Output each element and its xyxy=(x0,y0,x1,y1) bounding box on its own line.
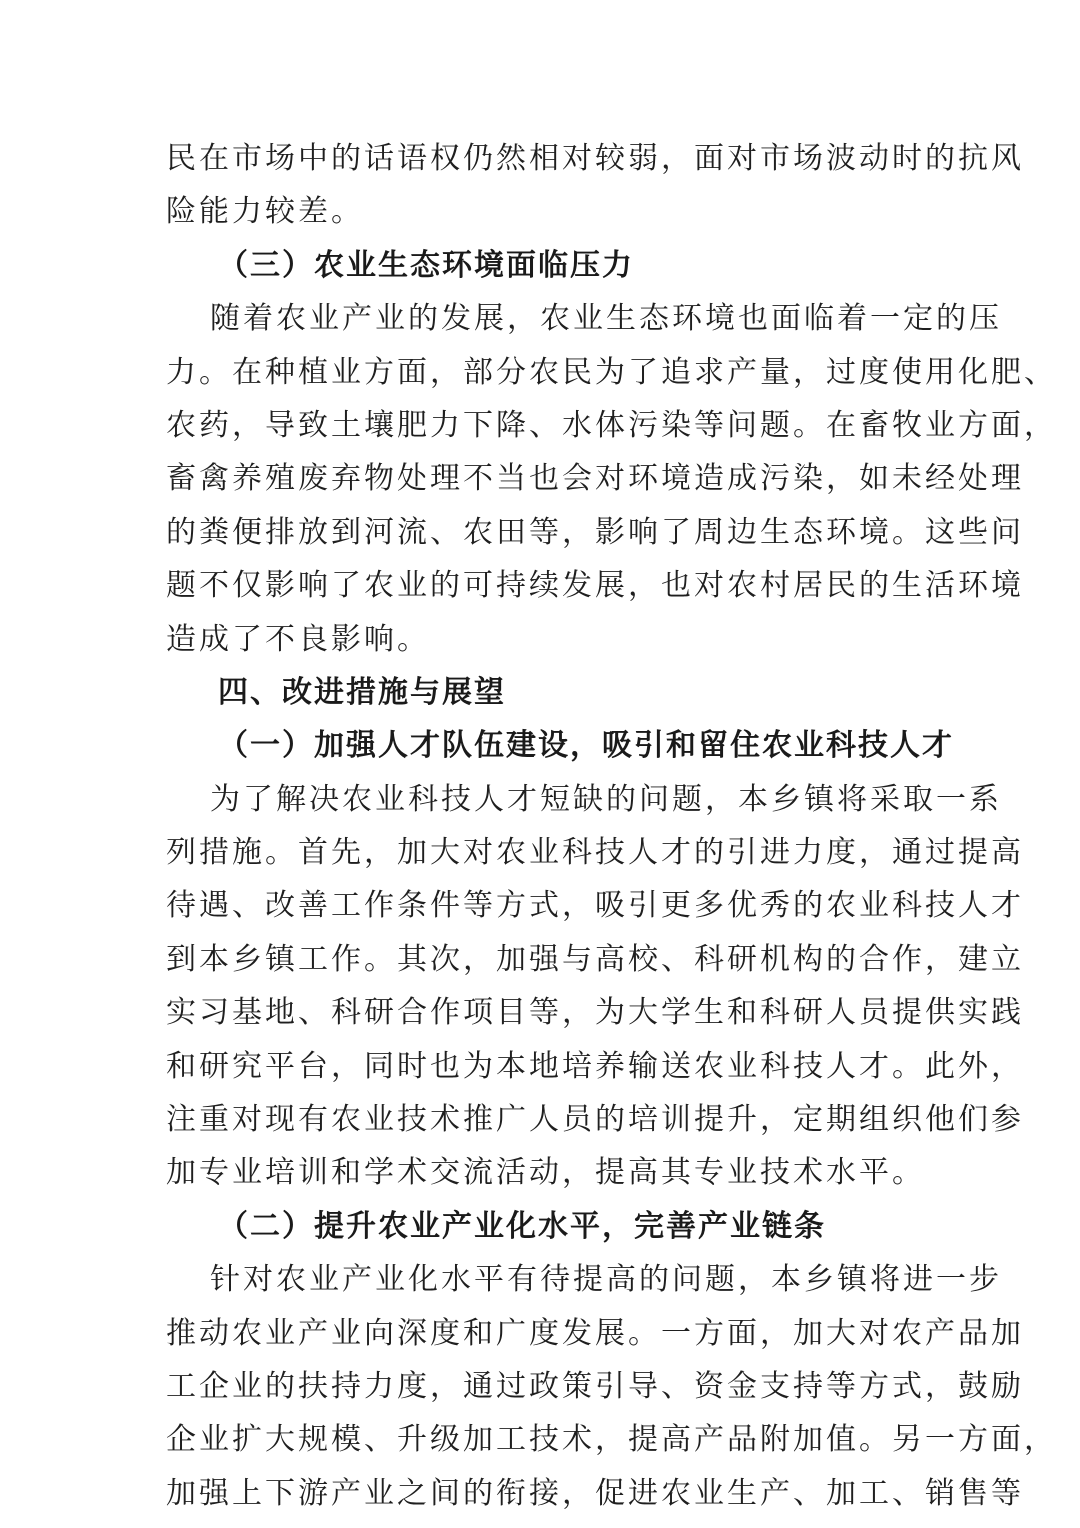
section-heading: 四、改进措施与展望 xyxy=(218,674,506,710)
subsection-heading: （二）提升农业产业化水平，完善产业链条 xyxy=(218,1208,826,1244)
body-line: 为了解决农业科技人才短缺的问题，本乡镇将采取一系 xyxy=(210,781,1002,817)
subsection-heading: （三）农业生态环境面临压力 xyxy=(218,247,634,283)
body-line: 畜禽养殖废弃物处理不当也会对环境造成污染，如未经处理 xyxy=(166,461,1024,497)
body-line: 加强上下游产业之间的衔接，促进农业生产、加工、销售等 xyxy=(166,1475,1024,1511)
body-line: 随着农业产业的发展，农业生态环境也面临着一定的压 xyxy=(210,301,1002,337)
body-line: 实习基地、科研合作项目等，为大学生和科研人员提供实践 xyxy=(166,995,1024,1031)
body-line: 企业扩大规模、升级加工技术，提高产品附加值。另一方面， xyxy=(166,1422,1057,1458)
body-line: 题不仅影响了农业的可持续发展，也对农村居民的生活环境 xyxy=(166,568,1024,604)
body-line: 列措施。首先，加大对农业科技人才的引进力度，通过提高 xyxy=(166,835,1024,871)
body-line: 和研究平台，同时也为本地培养输送农业科技人才。此外， xyxy=(166,1048,1024,1084)
body-line: 推动农业产业向深度和广度发展。一方面，加大对农产品加 xyxy=(166,1315,1024,1351)
body-line: 民在市场中的话语权仍然相对较弱，面对市场波动时的抗风 xyxy=(166,141,1024,176)
subsection-heading: （一）加强人才队伍建设，吸引和留住农业科技人才 xyxy=(218,728,954,764)
body-line: 注重对现有农业技术推广人员的培训提升，定期组织他们参 xyxy=(166,1102,1024,1138)
document-body xyxy=(166,132,1057,1520)
body-line: 到本乡镇工作。其次，加强与高校、科研机构的合作，建立 xyxy=(166,941,1024,977)
body-line: 工企业的扶持力度，通过政策引导、资金支持等方式，鼓励 xyxy=(166,1368,1024,1404)
body-line: 力。在种植业方面，部分农民为了追求产量，过度使用化肥、 xyxy=(166,354,1057,390)
body-line: 农药，导致土壤肥力下降、水体污染等问题。在畜牧业方面， xyxy=(166,407,1057,443)
body-line: 的粪便排放到河流、农田等，影响了周边生态环境。这些问 xyxy=(166,514,1024,550)
body-line: 待遇、改善工作条件等方式，吸引更多优秀的农业科技人才 xyxy=(166,888,1024,924)
body-line: 险能力较差。 xyxy=(166,194,364,230)
body-line: 加专业培训和学术交流活动，提高其专业技术水平。 xyxy=(166,1155,925,1191)
body-line: 针对农业产业化水平有待提高的问题，本乡镇将进一步 xyxy=(210,1262,1002,1298)
body-line: 造成了不良影响。 xyxy=(166,621,430,657)
